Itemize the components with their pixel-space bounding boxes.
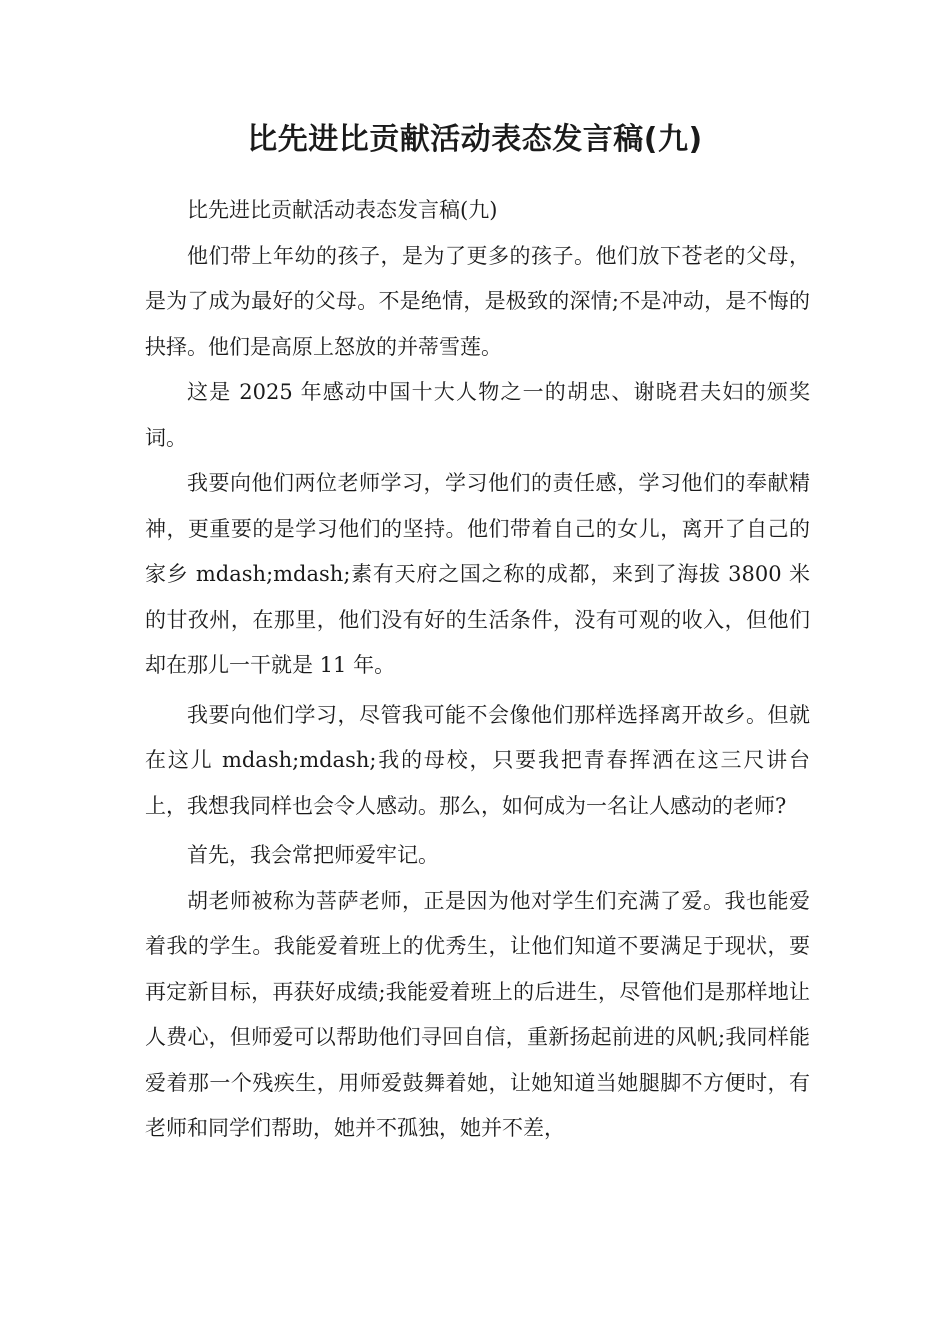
paragraph: 胡老师被称为菩萨老师，正是因为他对学生们充满了爱。我也能爱着我的学生。我能爱着班上的优秀生，让他们知道不要满足于现状，要再定新目标，再获好成绩;我能爱着班上的后进生，尽管他们是那样地让人费心，但师爱可以帮助他们寻回自信，重新扬起前进的风帆;我同样能爱着那一个残疾生，用师爱鼓舞着她，让她知道当她腿脚不方便时，有老师和同学们帮助，她并不孤独，她并不差， (145, 888, 810, 1140)
document-title: 比先进比贡献活动表态发言稿(九) (247, 122, 703, 157)
paragraph: 我要向他们两位老师学习，学习他们的责任感，学习他们的奉献精神，更重要的是学习他们的坚持。他们带着自己的女儿，离开了自己的家乡 mdash;mdash;素有天府之国之称的成都，来到了海拔 3800 米的甘孜州，在那里，他们没有好的生活条件，没有可观的收入，但他们却在那儿一干就是 11 年。 (145, 471, 810, 677)
paragraph: 他们带上年幼的孩子，是为了更多的孩子。他们放下苍老的父母，是为了成为最好的父母。不是绝情，是极致的深情;不是冲动，是不悔的抉择。他们是高原上怒放的并蒂雪莲。 (145, 243, 810, 359)
paragraph: 这是 2025 年感动中国十大人物之一的胡忠、谢晓君夫妇的颁奖词。 (145, 380, 810, 450)
document-body (145, 188, 810, 1152)
paragraph-subtitle: 比先进比贡献活动表态发言稿(九) (187, 198, 498, 222)
paragraph: 我要向他们学习，尽管我可能不会像他们那样选择离开故乡。但就在这儿 mdash;mdash;我的母校，只要我把青春挥洒在这三尺讲台上，我想我同样也会令人感动。那么，如何成为一名让人感动的老师? (145, 702, 810, 818)
paragraph: 首先，我会常把师爱牢记。 (187, 843, 439, 867)
